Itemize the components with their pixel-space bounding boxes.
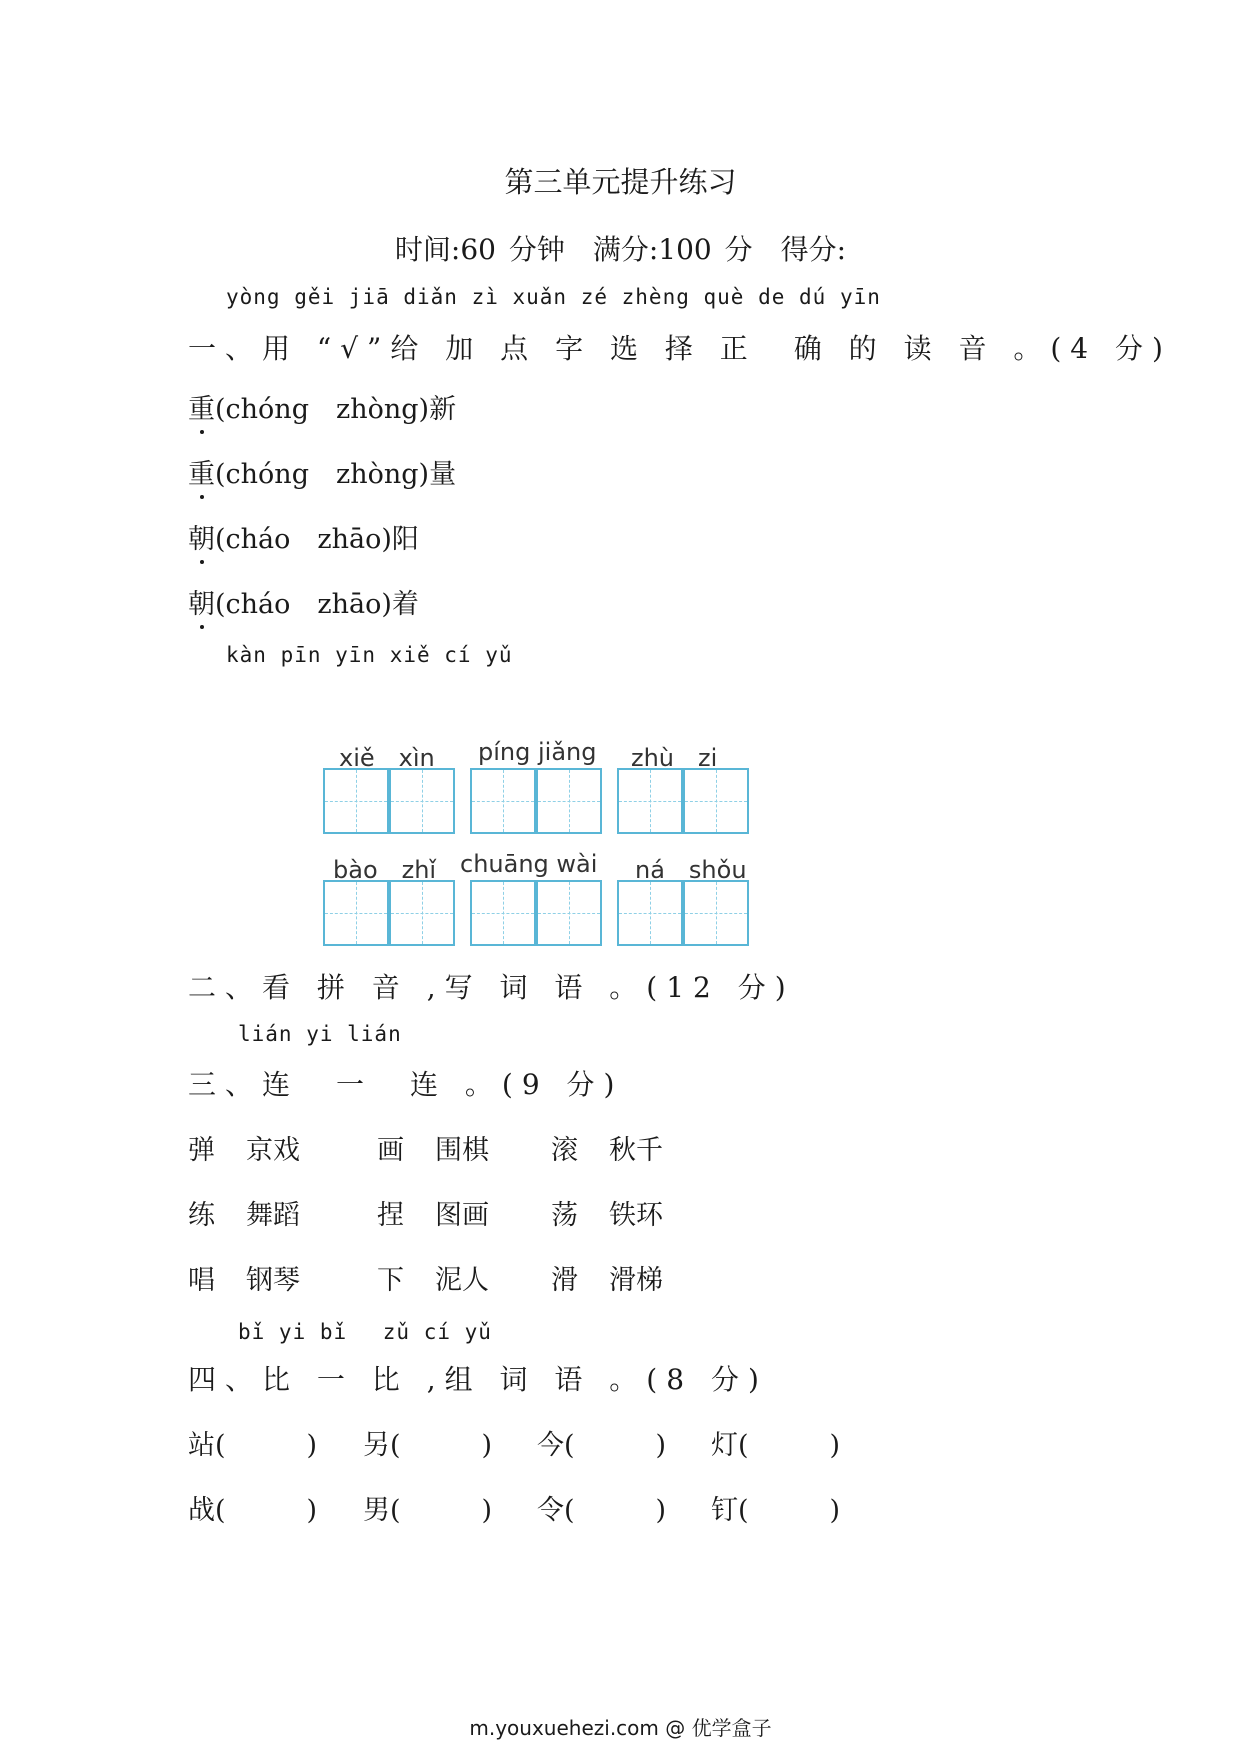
match-left-char[interactable]: 弹 — [188, 1135, 215, 1166]
match-right-char[interactable]: 滚 — [551, 1135, 578, 1166]
match-mid-word[interactable]: 图画 — [435, 1200, 489, 1231]
grid-pinyin: xiě xìn — [339, 744, 435, 772]
match-mid-char[interactable]: 画 — [377, 1135, 404, 1166]
page-title: 第三单元提升练习 — [504, 165, 737, 199]
match-mid-word[interactable]: 泥人 — [435, 1265, 489, 1296]
fill-blank[interactable]: 男( ) — [363, 1495, 493, 1526]
section3-title: 三、连 一 连 。(9 分) — [188, 1068, 624, 1101]
pinyin-options[interactable]: (cháo zhāo) — [215, 589, 392, 620]
section1-pinyin: yòng gěi jiā diǎn zì xuǎn zé zhèng què de dú yīn — [226, 285, 881, 309]
word-suffix: 量 — [429, 459, 457, 490]
writing-cell[interactable] — [323, 880, 389, 946]
word-suffix: 新 — [429, 394, 457, 425]
grid-pinyin: ná shǒu — [635, 856, 747, 884]
match-mid-word[interactable]: 围棋 — [435, 1135, 489, 1166]
word-suffix: 阳 — [391, 524, 419, 555]
fill-blank[interactable]: 站( ) — [188, 1430, 318, 1461]
section2-title: 二、看 拼 音 ,写 词 语 。(12 分) — [188, 971, 795, 1004]
match-right-word[interactable]: 铁环 — [609, 1200, 663, 1231]
writing-cell[interactable] — [617, 880, 683, 946]
writing-cell[interactable] — [470, 768, 536, 834]
match-left-word[interactable]: 京戏 — [246, 1135, 300, 1166]
section2-pinyin: kàn pīn yīn xiě cí yǔ — [226, 643, 513, 667]
pinyin-options[interactable]: (cháo zhāo) — [215, 524, 392, 555]
writing-cell[interactable] — [389, 880, 455, 946]
fill-blank[interactable]: 今( ) — [537, 1430, 667, 1461]
match-right-char[interactable]: 荡 — [551, 1200, 578, 1231]
match-mid-char[interactable]: 捏 — [377, 1200, 404, 1231]
fill-blank[interactable]: 令( ) — [537, 1495, 667, 1526]
list-item — [188, 517, 419, 556]
dotted-char: 重 — [188, 387, 215, 426]
section4-pinyin: bǐ yi bǐ zǔ cí yǔ — [238, 1320, 492, 1344]
list-item — [188, 452, 456, 491]
dotted-char: 重 — [188, 452, 215, 491]
grid-pinyin: bào zhǐ — [333, 856, 437, 884]
writing-cell[interactable] — [536, 880, 602, 946]
match-left-char[interactable]: 唱 — [188, 1265, 215, 1296]
exam-meta: 时间:60 分钟 满分:100 分 得分: — [394, 233, 847, 266]
match-right-char[interactable]: 滑 — [551, 1265, 578, 1296]
list-item — [188, 582, 419, 621]
list-item — [188, 387, 456, 426]
section3-pinyin: lián yi lián — [238, 1022, 402, 1046]
match-left-word[interactable]: 舞蹈 — [246, 1200, 300, 1231]
section1-title: 一、用 “√”给 加 点 字 选 择 正 确 的 读 音 。(4 分) — [188, 332, 1172, 365]
match-right-word[interactable]: 秋千 — [609, 1135, 663, 1166]
fill-blank[interactable]: 灯( ) — [711, 1430, 841, 1461]
writing-cell[interactable] — [470, 880, 536, 946]
dotted-char: 朝 — [188, 582, 215, 621]
grid-pinyin: zhù zi — [631, 744, 718, 772]
writing-cell[interactable] — [323, 768, 389, 834]
fill-blank[interactable]: 另( ) — [363, 1430, 493, 1461]
grid-pinyin: chuāng wài — [460, 850, 598, 878]
writing-cell[interactable] — [683, 880, 749, 946]
fill-blank[interactable]: 钉( ) — [711, 1495, 841, 1526]
footer-watermark: m.youxuehezi.com @ 优学盒子 — [469, 1716, 772, 1740]
word-suffix: 着 — [391, 589, 419, 620]
dotted-char: 朝 — [188, 517, 215, 556]
pinyin-options[interactable]: (chóng zhòng) — [215, 459, 430, 490]
match-mid-char[interactable]: 下 — [377, 1265, 404, 1296]
fill-blank[interactable]: 战( ) — [188, 1495, 318, 1526]
writing-cell[interactable] — [617, 768, 683, 834]
grid-pinyin: píng jiǎng — [478, 738, 597, 766]
match-left-char[interactable]: 练 — [188, 1200, 215, 1231]
section4-title: 四、比 一 比 ,组 词 语 。(8 分) — [188, 1363, 768, 1396]
writing-cell[interactable] — [536, 768, 602, 834]
pinyin-options[interactable]: (chóng zhòng) — [215, 394, 430, 425]
match-left-word[interactable]: 钢琴 — [246, 1265, 300, 1296]
writing-cell[interactable] — [389, 768, 455, 834]
match-right-word[interactable]: 滑梯 — [609, 1265, 663, 1296]
writing-cell[interactable] — [683, 768, 749, 834]
